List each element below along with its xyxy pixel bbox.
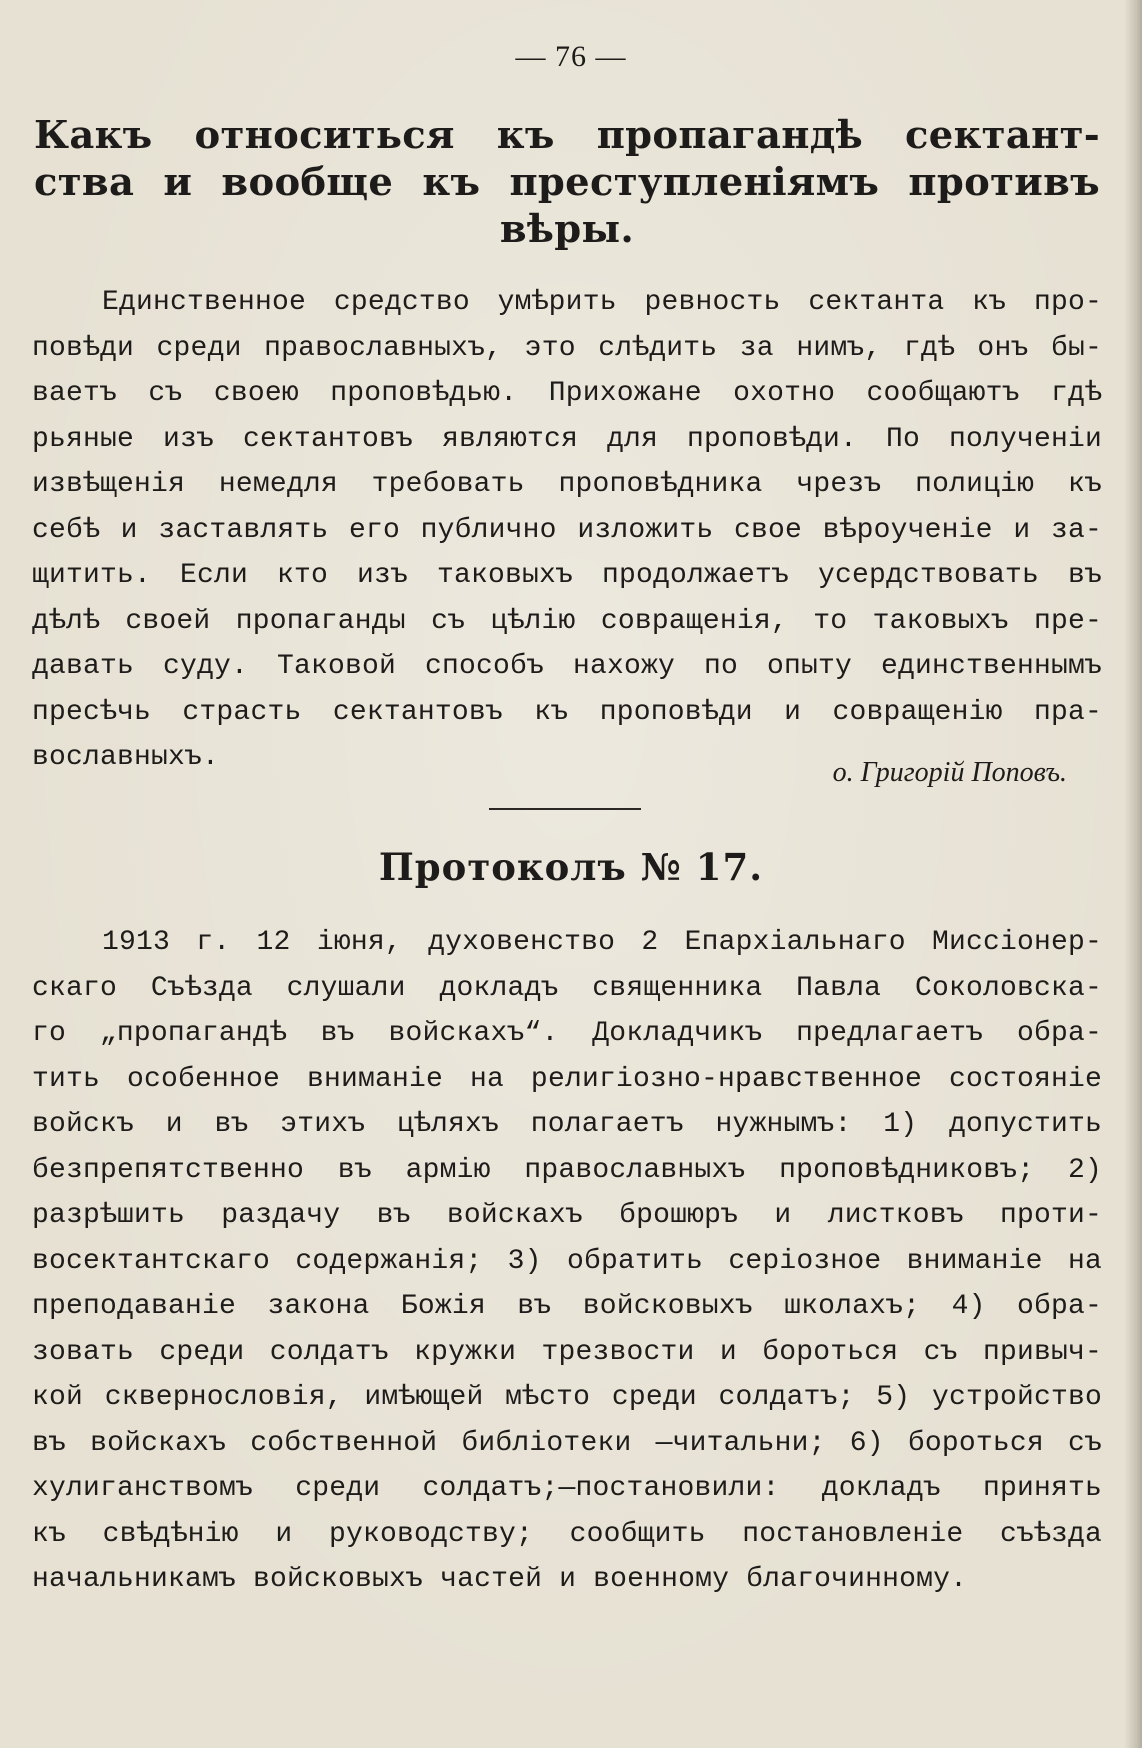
text-line: Единственное средство умѣрить ревность сектанта къ про-	[102, 287, 1102, 318]
text-line: разрѣшить раздачу въ войскахъ брошюръ и листковъ проти-	[32, 1200, 1102, 1231]
section-divider	[489, 808, 641, 810]
heading-line-1: Какъ относиться къ пропагандѣ сектант-	[34, 113, 1100, 158]
text-line: хулиганствомъ среди солдатъ;—постановили: докладъ принять	[32, 1473, 1102, 1504]
text-line: дѣлѣ своей пропаганды съ цѣлію совращенія, то таковыхъ пре-	[32, 605, 1102, 637]
text-line: начальникамъ войсковыхъ частей и военному благочинному.	[32, 1564, 968, 1595]
text-line: ваетъ съ своею проповѣдью. Прихожане охотно сообщаютъ гдѣ	[32, 378, 1102, 409]
text-line: повѣди среди православныхъ, это слѣдить за нимъ, гдѣ онъ бы-	[32, 332, 1102, 364]
page-number: — 76 —	[515, 40, 627, 73]
text-line: зовать среди солдатъ кружки трезвости и бороться съ привыч-	[32, 1336, 1102, 1368]
text-line: тить особенное вниманіе на религіозно-нравственное состояніе	[32, 1063, 1102, 1095]
text-line: войскъ и въ этихъ цѣляхъ полагаетъ нужнымъ: 1) допустить	[32, 1109, 1102, 1140]
heading-line-3: вѣры.	[499, 207, 635, 252]
section-heading	[34, 112, 1100, 253]
text-line: кой сквернословія, имѣющей мѣсто среди солдатъ; 5) устройство	[32, 1382, 1102, 1413]
text-line: восектантскаго содержанія; 3) обратить серіозное вниманіе на	[32, 1245, 1102, 1277]
text-line: щитить. Если кто изъ таковыхъ продолжаетъ усердствовать въ	[32, 560, 1102, 591]
text-line: 1913 г. 12 іюня, духовенство 2 Епархіальнаго Миссіонер-	[102, 927, 1102, 958]
protocol-title: Протоколъ № 17.	[378, 845, 764, 889]
text-line: скаго Съѣзда слушали докладъ священника Павла Соколовска-	[32, 972, 1102, 1004]
text-line: давать суду. Таковой способъ нахожу по опыту единственнымъ	[32, 651, 1102, 682]
author-signature: о. Григорій Поповъ.	[832, 757, 1067, 788]
section-2-body	[32, 920, 1102, 1603]
heading-line-2: ства и вообще къ преступленіямъ противъ	[34, 160, 1100, 205]
text-line: рьяные изъ сектантовъ являются для проповѣди. По полученіи	[32, 423, 1102, 455]
text-line: преподаваніе закона Божія въ войсковыхъ школахъ; 4) обра-	[32, 1291, 1102, 1322]
text-line: себѣ и заставлять его публично изложить свое вѣроученіе и за-	[32, 514, 1102, 546]
text-line: вославныхъ.	[32, 742, 220, 773]
text-line: пресѣчь страсть сектантовъ къ проповѣди и совращенію пра-	[32, 696, 1102, 728]
text-line: въ войскахъ собственной библіотеки —читальни; 6) бороться съ	[32, 1427, 1102, 1459]
text-line: извѣщенія немедля требовать проповѣдника чрезъ полицію къ	[32, 469, 1102, 500]
text-line: къ свѣдѣнію и руководству; сообщить постановленіе съѣзда	[32, 1518, 1102, 1550]
text-line: го „пропагандѣ въ войскахъ“. Докладчикъ предлагаетъ обра-	[32, 1018, 1102, 1049]
text-line: безпрепятственно въ армію православныхъ проповѣдниковъ; 2)	[32, 1154, 1102, 1186]
section-1-body	[32, 280, 1102, 781]
